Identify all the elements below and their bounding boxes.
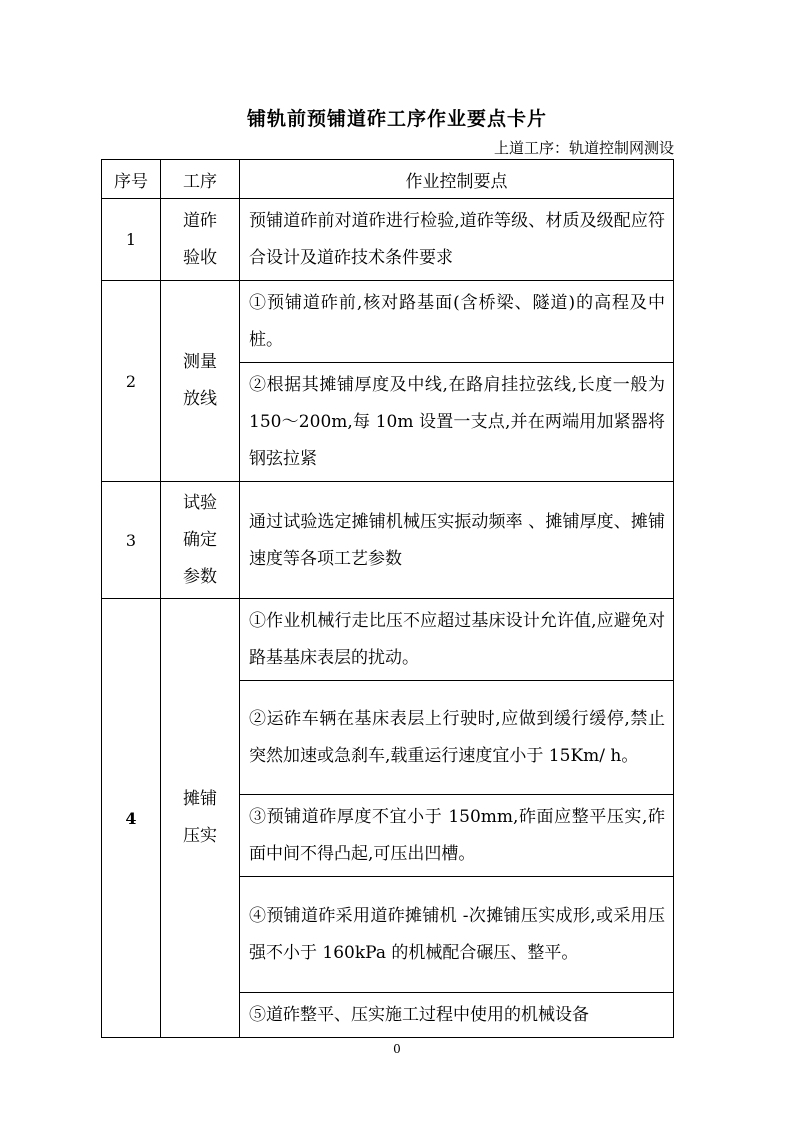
process-line-text: 参数 [183, 566, 217, 587]
process-line-text: 放线 [183, 389, 217, 409]
process-line-text: 压实 [183, 826, 217, 846]
row-seq: 3 [102, 482, 161, 599]
process-line-text: 道砟 [183, 210, 217, 231]
control-point: ④预铺道砟采用道砟摊铺机 -次摊铺压实成形,或采用压强不小于 160kPa 的机械配合碾压、整平。 [240, 877, 674, 993]
table-row [102, 482, 674, 599]
control-point: ⑤道砟整平、压实施工过程中使用的机械设备 [240, 993, 674, 1038]
table-row [102, 599, 674, 681]
process-line [161, 781, 239, 855]
row-seq: 1 [102, 199, 161, 281]
control-point: ②运砟车辆在基床表层上行驶时,应做到缓行缓停,禁止突然加速或急刹车,载重运行速度宜小于 15Km/ h。 [240, 681, 674, 795]
preceding-process: 上道工序：轨道控制网测设 [493, 139, 674, 157]
control-point: ①预铺道砟前,核对路基面(含桥梁、隧道)的高程及中桩。 [240, 281, 674, 363]
process-line-text: 测量 [183, 352, 217, 372]
page-number: 0 [393, 1042, 401, 1056]
header-process: 工序 [161, 160, 240, 199]
control-point: ②根据其摊铺厚度及中线,在路肩挂拉弦线,长度一般为 150～200m,每 10m 设置一支点,并在两端用加紧器将钢弦拉紧 [240, 363, 674, 482]
process-line [161, 203, 239, 277]
header-seq: 序号 [102, 160, 161, 199]
table-row [102, 199, 674, 281]
row-process [161, 199, 240, 281]
control-point: ①作业机械行走比压不应超过基床设计允许值,应避免对路基基床表层的扰动。 [240, 599, 674, 681]
row-seq: 2 [102, 281, 161, 482]
process-line-text: 确定 [183, 529, 217, 550]
process-line [161, 344, 239, 418]
row-process [161, 281, 240, 482]
header-points: 作业控制要点 [240, 160, 674, 199]
process-line-text: 摊铺 [183, 789, 217, 809]
table-header-row [102, 160, 674, 199]
document-title: 铺轨前预铺道砟工序作业要点卡片 [246, 108, 547, 130]
control-point: ③预铺道砟厚度不宜小于 150mm,砟面应整平压实,砟面中间不得凸起,可压出凹槽。 [240, 795, 674, 877]
control-point: 预铺道砟前对道砟进行检验,道砟等级、材质及级配应符合设计及道砟技术条件要求 [240, 199, 674, 281]
control-point: 通过试验选定摊铺机械压实振动频率 、摊铺厚度、摊铺速度等各项工艺参数 [240, 482, 674, 599]
process-line-text: 试验 [183, 492, 217, 513]
row-process [161, 482, 240, 599]
table-row [102, 281, 674, 363]
row-seq: 4 [102, 599, 161, 1038]
process-points-table [101, 159, 674, 1038]
row-process [161, 599, 240, 1038]
process-line-text: 验收 [183, 247, 217, 268]
process-line [161, 485, 239, 596]
